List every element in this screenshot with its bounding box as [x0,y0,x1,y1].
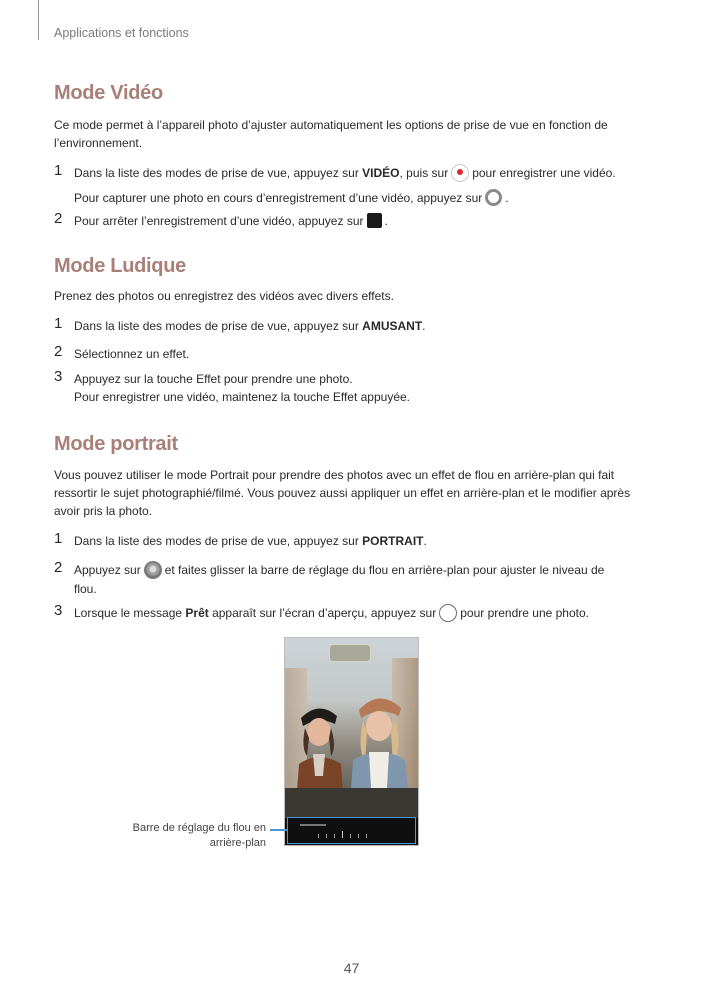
portrait-step-1 [54,532,654,550]
step-text: , puis sur [399,166,449,180]
running-header: Applications et fonctions [54,26,189,40]
slider-label [300,824,326,826]
step-text: Appuyez sur [74,563,141,577]
video-step-1 [54,164,654,207]
step-subtext: Pour enregistrer une vidéo, maintenez la touche Effet appuyée. [74,390,410,404]
step-subtext: Pour capturer une photo en cours d’enregistrement d’une vidéo, appuyez sur [74,190,483,205]
punctuation: . [423,534,427,548]
mode-name-fun: AMUSANT [362,319,423,333]
video-step-2 [54,212,654,230]
step-text: et faites glisser la barre de réglage du flou en arrière-plan pour ajuster le niveau de [164,563,605,577]
step-number: 2 [54,559,63,576]
section-title-video: Mode Vidéo [54,82,163,104]
step-number: 1 [54,162,63,179]
step-text: apparaît sur l’écran d’aperçu, appuyez sur [208,606,437,620]
slider-tick [366,834,367,838]
step-text: pour prendre une photo. [460,606,589,620]
punctuation: . [384,214,388,228]
punctuation: . [422,319,426,333]
section-title-portrait: Mode portrait [54,433,178,455]
slider-tick [326,834,327,838]
fun-step-3 [54,370,654,406]
step-text: Lorsque le message [74,606,186,620]
video-intro: Ce mode permet à l’appareil photo d’ajuster automatiquement les options de prise de vue en fonction de l’environnement. [54,118,608,150]
step-text: Sélectionnez un effet. [74,347,190,361]
punctuation: . [505,190,509,205]
step-number: 1 [54,530,63,547]
slider-tick [334,834,335,838]
preview-ground [285,788,419,820]
fun-intro: Prenez des photos ou enregistrez des vidéos avec divers effets. [54,289,394,303]
slider-handle[interactable] [342,831,343,838]
stop-icon [367,213,382,228]
callout-line [270,829,287,831]
slider-tick [358,834,359,838]
portrait-step-3 [54,604,654,623]
blur-adjustment-bar[interactable] [287,817,416,844]
capture-icon [485,189,502,206]
portrait-step-2 [54,561,654,598]
shutter-icon [439,604,457,622]
step-text: flou. [74,581,97,596]
mode-name-video: VIDÉO [362,166,400,180]
callout-label: Barre de réglage du flou en arrière-plan [132,822,266,849]
portrait-intro: Vous pouvez utiliser le mode Portrait pour prendre des photos avec un effet de flou en arrière-plan qui fait ressortir le sujet photographié/filmé. Vous pouvez aussi appliquer un effet en arrière-plan et le modifier après avoir pris la photo. [54,468,631,518]
mode-name-portrait: PORTRAIT [362,534,424,548]
step-text: Appuyez sur la touche Effet pour prendre une photo. [74,372,353,386]
step-number: 3 [54,602,63,619]
step-number: 3 [54,368,63,385]
slider-tick [350,834,351,838]
page-number: 47 [343,960,360,976]
ready-indicator [329,644,371,662]
step-text: Pour arrêter l’enregistrement d’une vidéo, appuyez sur [74,214,364,228]
step-text: Dans la liste des modes de prise de vue, appuyez sur [74,534,363,548]
step-text: Dans la liste des modes de prise de vue, appuyez sur [74,166,363,180]
step-number: 2 [54,210,63,227]
step-text: pour enregistrer une vidéo. [472,166,616,180]
background-blur-icon [144,561,162,579]
portrait-preview-screenshot [284,637,419,846]
fun-step-2 [54,345,654,363]
slider-tick [318,834,319,838]
step-number: 2 [54,343,63,360]
record-icon [451,164,469,182]
ready-message: Prêt [185,606,209,620]
fun-step-1 [54,317,654,335]
step-text: Dans la liste des modes de prise de vue, appuyez sur [74,319,363,333]
section-title-fun: Mode Ludique [54,255,186,277]
step-number: 1 [54,315,63,332]
header-rule [38,0,39,40]
